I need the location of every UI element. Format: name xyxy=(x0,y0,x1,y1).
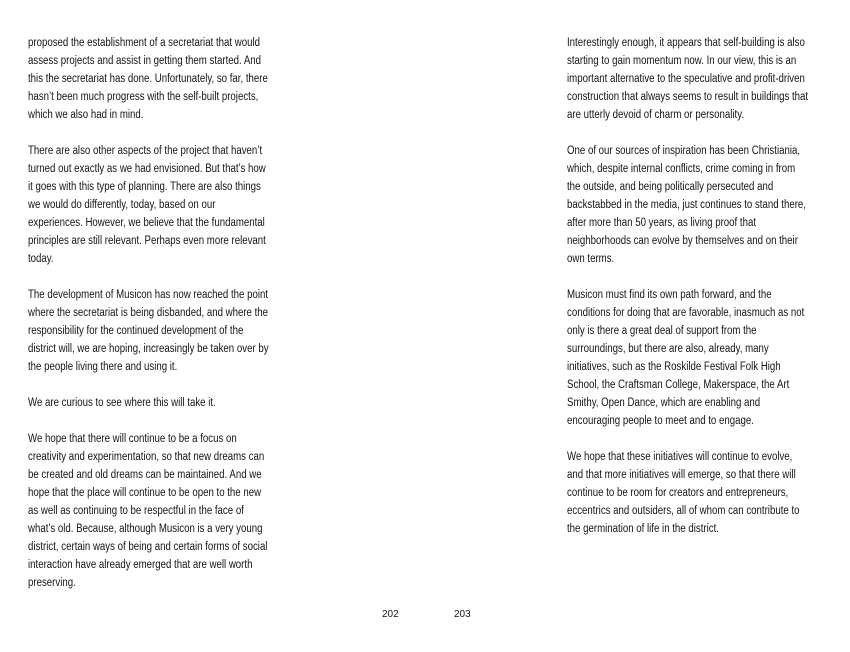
text-line: preserving. xyxy=(28,577,76,589)
text-line: There are also other aspects of the project that haven’t xyxy=(28,145,263,157)
text-line: The development of Musicon has now reached the point xyxy=(28,289,269,301)
text-line: continue to be room for creators and entrepreneurs, xyxy=(567,487,789,499)
text-line: today. xyxy=(28,253,54,265)
text-line: creativity and experimentation, so that new dreams can xyxy=(28,451,265,463)
text-line: Smithy, Open Dance, which are enabling and xyxy=(567,397,761,409)
text-line: be created and old dreams can be maintained. And we xyxy=(28,469,262,481)
text-line: Interestingly enough, it appears that self-building is also xyxy=(567,37,805,49)
text-line: are utterly devoid of charm or personality. xyxy=(567,109,745,121)
text-line: neighborhoods can evolve by themselves and on their xyxy=(567,235,798,247)
text-line: surroundings, but there are also, already, many xyxy=(567,343,769,355)
text-line: own terms. xyxy=(567,253,615,265)
paragraph xyxy=(28,394,328,412)
text-line: conditions for doing that are favorable, inasmuch as not xyxy=(567,307,805,319)
text-line: we would do differently, today, based on our xyxy=(28,199,216,211)
text-line: proposed the establishment of a secretariat that would xyxy=(28,37,260,49)
text-line: only is there a great deal of support from the xyxy=(567,325,757,337)
page-number-right: 203 xyxy=(454,609,471,620)
paragraph xyxy=(567,142,850,268)
text-line: the outside, and being politically persecuted and xyxy=(567,181,774,193)
paragraph xyxy=(567,286,850,430)
text-line: construction that always seems to result in buildings that xyxy=(567,91,809,103)
text-line: starting to gain momentum now. In our view, this is an xyxy=(567,55,797,67)
text-line: initiatives, such as the Roskilde Festival Folk High xyxy=(567,361,781,373)
text-line: hasn’t been much progress with the self-built projects, xyxy=(28,91,259,103)
left-page xyxy=(28,34,328,610)
text-line: which we also had in mind. xyxy=(28,109,144,121)
text-line: eccentrics and outsiders, all of whom can contribute to xyxy=(567,505,800,517)
text-line: assess projects and assist in getting them started. And xyxy=(28,55,262,67)
text-line: district, certain ways of being and certain forms of social xyxy=(28,541,268,553)
text-line: important alternative to the speculative and profit-driven xyxy=(567,73,805,85)
text-line: the people living there and using it. xyxy=(28,361,178,373)
text-line: responsibility for the continued development of the xyxy=(28,325,244,337)
text-line: which, despite internal conflicts, crime coming in from xyxy=(567,163,796,175)
text-line: district will, we are hoping, increasingly be taken over by xyxy=(28,343,269,355)
paragraph xyxy=(567,34,850,124)
text-line: as well as continuing to be respectful in the face of xyxy=(28,505,244,517)
paragraph xyxy=(28,34,328,124)
text-line: Musicon must find its own path forward, and the xyxy=(567,289,772,301)
text-line: it goes with this type of planning. There are also things xyxy=(28,181,261,193)
paragraph xyxy=(567,448,850,538)
text-line: hope that the place will continue to be open to the new xyxy=(28,487,262,499)
text-line: principles are still relevant. Perhaps even more relevant xyxy=(28,235,266,247)
paragraph xyxy=(28,286,328,376)
text-line: One of our sources of inspiration has been Christiania, xyxy=(567,145,801,157)
text-line: interaction have already emerged that are well worth xyxy=(28,559,253,571)
text-line: encouraging people to meet and to engage. xyxy=(567,415,754,427)
paragraph xyxy=(28,142,328,268)
text-line: this the secretariat has done. Unfortunately, so far, there xyxy=(28,73,268,85)
text-line: turned out exactly as we had envisioned. But that’s how xyxy=(28,163,266,175)
text-line: School, the Craftsman College, Makerspace, the Art xyxy=(567,379,790,391)
right-page xyxy=(567,34,850,556)
text-line: what’s old. Because, although Musicon is a very young xyxy=(28,523,263,535)
text-line: after more than 50 years, as living proof that xyxy=(567,217,757,229)
text-line: We are curious to see where this will take it. xyxy=(28,397,216,409)
text-line: backstabbed in the media, just continues to stand there, xyxy=(567,199,806,211)
text-line: experiences. However, we believe that the fundamental xyxy=(28,217,265,229)
text-line: We hope that these initiatives will continue to evolve, xyxy=(567,451,793,463)
paragraph xyxy=(28,430,328,592)
text-line: and that more initiatives will emerge, so that there will xyxy=(567,469,796,481)
page-number-left: 202 xyxy=(382,609,399,620)
text-line: the germination of life in the district. xyxy=(567,523,719,535)
text-line: where the secretariat is being disbanded, and where the xyxy=(28,307,269,319)
text-line: We hope that there will continue to be a focus on xyxy=(28,433,237,445)
